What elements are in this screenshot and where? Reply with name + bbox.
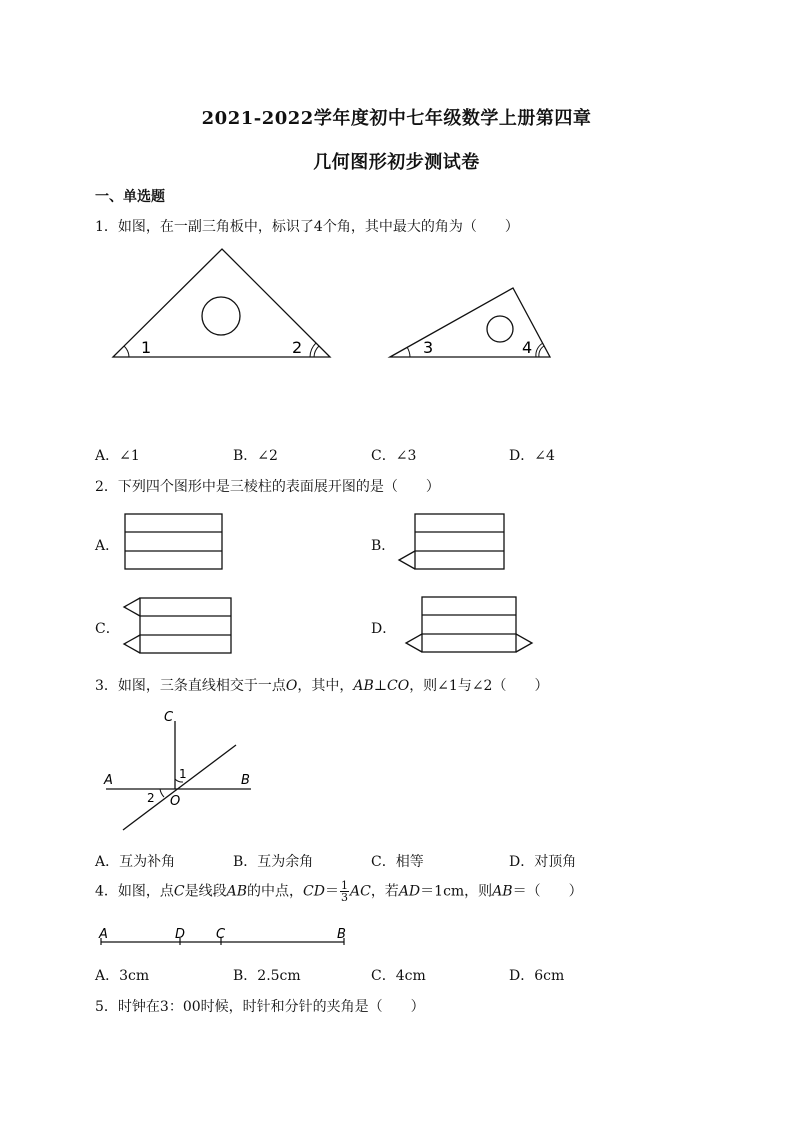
section-heading: 一、单选题 bbox=[95, 189, 165, 205]
q4-option-d[interactable]: D．6cm bbox=[509, 968, 565, 984]
svg-text:A: A bbox=[104, 773, 113, 788]
question-1-stem: 1．如图，在一副三角板中，标识了4个角，其中最大的角为（ ） bbox=[95, 219, 519, 235]
q3-option-d[interactable]: D．对顶角 bbox=[509, 854, 577, 870]
fraction-one-third: $\frac{1}{3}$ bbox=[340, 879, 348, 904]
svg-text:A: A bbox=[99, 927, 108, 942]
svg-text:B: B bbox=[337, 927, 346, 942]
q3-option-a[interactable]: A．互为补角 bbox=[95, 854, 176, 870]
svg-text:O: O bbox=[170, 794, 181, 809]
svg-text:C: C bbox=[164, 710, 174, 725]
svg-text:1: 1 bbox=[179, 767, 187, 781]
q2-option-c[interactable]: C． bbox=[95, 621, 120, 637]
q3-option-b[interactable]: B．互为余角 bbox=[233, 854, 314, 870]
q4-option-b[interactable]: B．2.5cm bbox=[233, 968, 301, 984]
q1-option-c[interactable]: C．∠3 bbox=[371, 448, 417, 464]
svg-text:C: C bbox=[216, 927, 226, 942]
q2-option-a[interactable]: A． bbox=[95, 538, 120, 554]
question-3-stem: 3．如图，三条直线相交于一点O，其中，AB⊥CO，则∠1与∠2（ ） bbox=[95, 678, 549, 694]
q1-option-b[interactable]: B．∠2 bbox=[233, 448, 278, 464]
question-5-stem: 5．时钟在3：00时候，时针和分针的夹角是（ ） bbox=[95, 999, 425, 1015]
angle-3-label: 3 bbox=[423, 338, 434, 357]
angle-2-label: 2 bbox=[292, 338, 303, 357]
angle-4-label: 4 bbox=[522, 338, 533, 357]
svg-text:D: D bbox=[175, 927, 186, 942]
question-4-stem: 4．如图，点C是线段AB的中点，CD＝ $\frac{1}{3}$ AC，若AD＝1cm，则AB＝（ ） bbox=[95, 879, 583, 904]
svg-text:B: B bbox=[241, 773, 250, 788]
q3-option-c[interactable]: C．相等 bbox=[371, 854, 424, 870]
q4-option-c[interactable]: C．4cm bbox=[371, 968, 426, 984]
svg-text:2: 2 bbox=[147, 791, 155, 805]
q1-option-a[interactable]: A．∠1 bbox=[95, 448, 140, 464]
q1-option-d[interactable]: D．∠4 bbox=[509, 448, 555, 464]
angle-1-label: 1 bbox=[141, 338, 152, 357]
q4-option-a[interactable]: A．3cm bbox=[95, 968, 150, 984]
page-title-line2: 几何图形初步测试卷 bbox=[313, 152, 480, 173]
q2-option-d[interactable]: D． bbox=[371, 621, 397, 637]
question-2-stem: 2．下列四个图形中是三棱柱的表面展开图的是（ ） bbox=[95, 479, 440, 495]
q2-option-b[interactable]: B． bbox=[371, 538, 396, 554]
page-title-line1: 2021-2022学年度初中七年级数学上册第四章 bbox=[201, 108, 592, 129]
